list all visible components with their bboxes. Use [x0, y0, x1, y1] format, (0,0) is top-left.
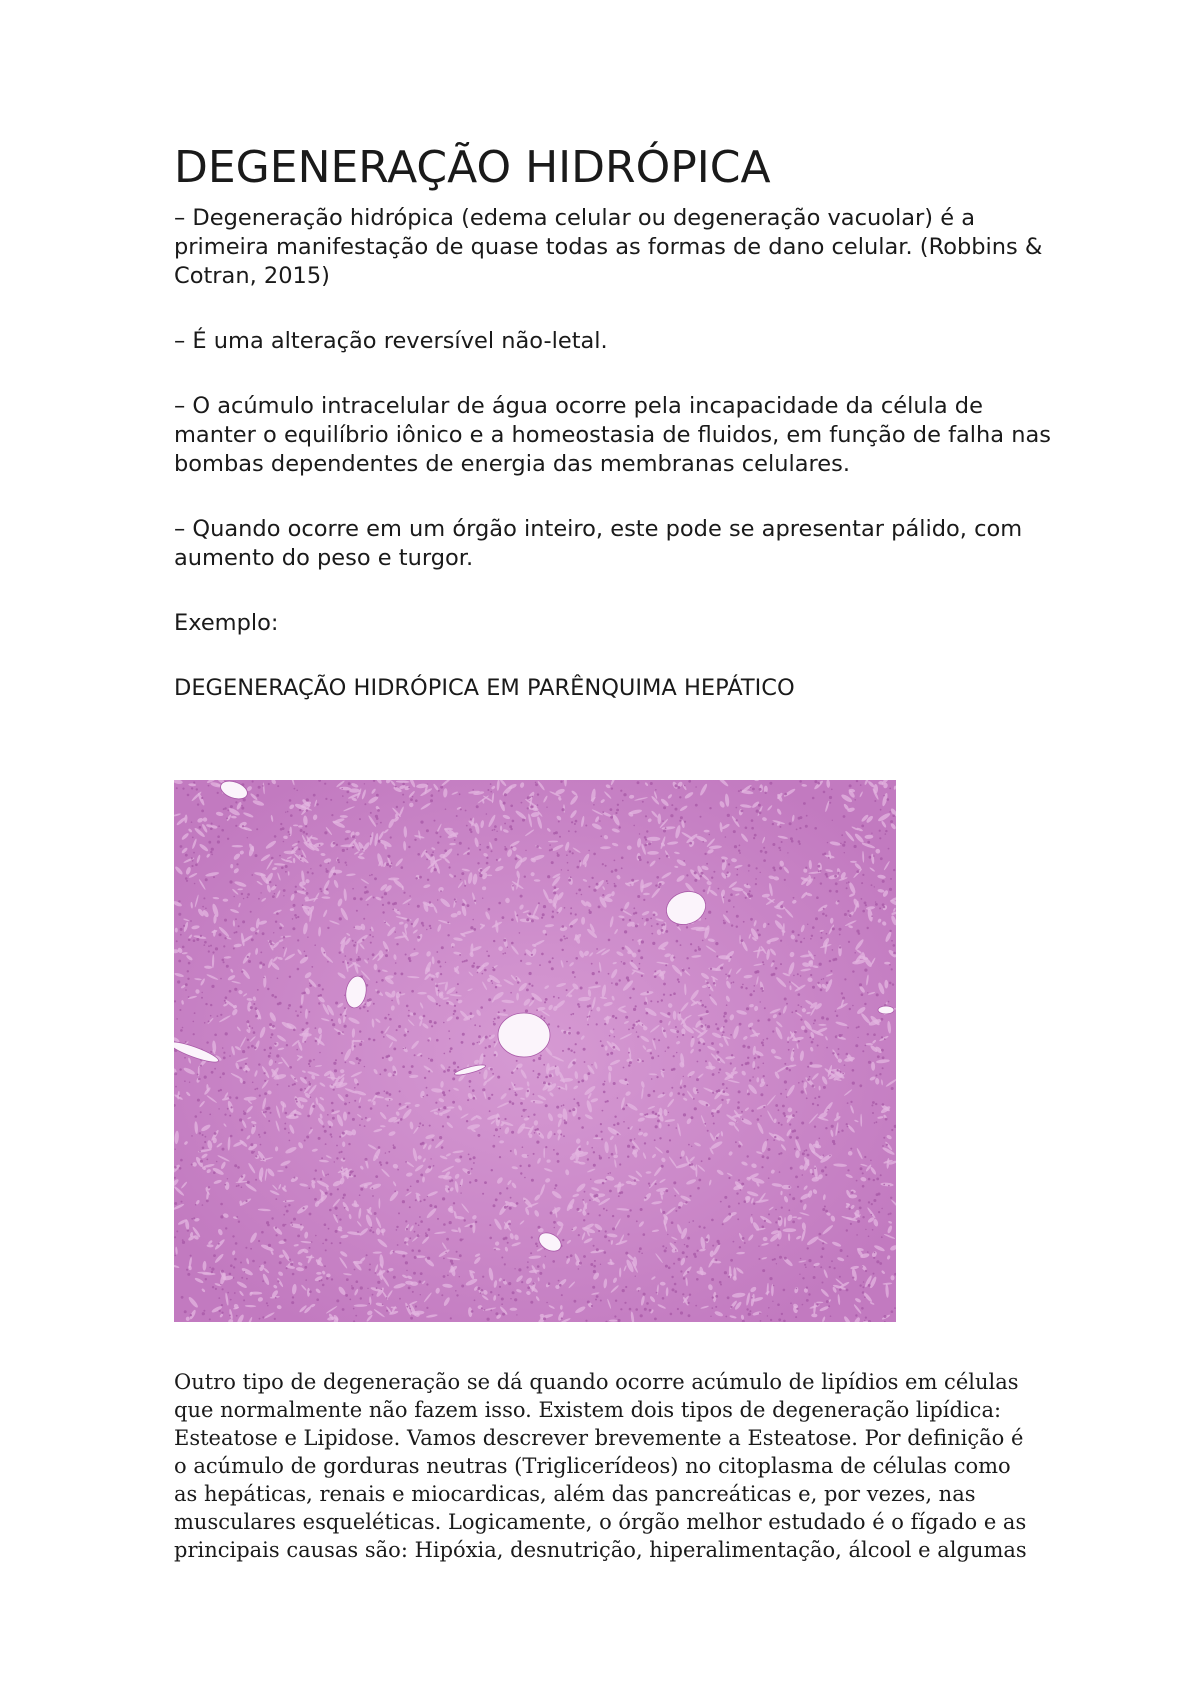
paragraph-reversible: – É uma alteração reversível não-letal.	[174, 328, 608, 354]
liver-histology-micrograph	[174, 780, 896, 1322]
document-title: DEGENERAÇÃO HIDRÓPICA	[174, 142, 771, 193]
closing-line: o acúmulo de gorduras neutras (Triglicerídeos) no citoplasma de células como	[174, 1454, 1011, 1478]
closing-line: musculares esqueléticas. Logicamente, o órgão melhor estudado é o fígado e as	[174, 1510, 1027, 1534]
paragraph-organ: – Quando ocorre em um órgão inteiro, este pode se apresentar pálido, com aumento do peso e turgor.	[174, 516, 1023, 571]
paragraph-definition: – Degeneração hidrópica (edema celular ou degeneração vacuolar) é a primeira manifestação de quase todas as formas de dano celular. (Robbins & Cotran, 2015)	[174, 205, 1043, 289]
example-label: Exemplo:	[174, 610, 279, 636]
histology-image	[174, 780, 896, 1322]
paragraph-mechanism: – O acúmulo intracelular de água ocorre pela incapacidade da célula de manter o equilíbrio iônico e a homeostasia de fluidos, em função de falha nas bombas dependentes de energia das membranas celulares.	[174, 393, 1052, 477]
figure-heading: DEGENERAÇÃO HIDRÓPICA EM PARÊNQUIMA HEPÁTICO	[174, 675, 795, 701]
closing-line: Esteatose e Lipidose. Vamos descrever brevemente a Esteatose. Por definição é	[174, 1426, 1024, 1450]
closing-line: principais causas são: Hipóxia, desnutrição, hiperalimentação, álcool e algumas	[174, 1538, 1027, 1562]
closing-line: as hepáticas, renais e miocardicas, além das pancreáticas e, por vezes, nas	[174, 1482, 976, 1506]
document-body	[174, 140, 1054, 703]
closing-paragraph	[174, 1368, 1054, 1564]
closing-line: que normalmente não fazem isso. Existem dois tipos de degeneração lipídica:	[174, 1398, 1002, 1422]
closing-line: Outro tipo de degeneração se dá quando ocorre acúmulo de lipídios em células	[174, 1370, 1019, 1394]
